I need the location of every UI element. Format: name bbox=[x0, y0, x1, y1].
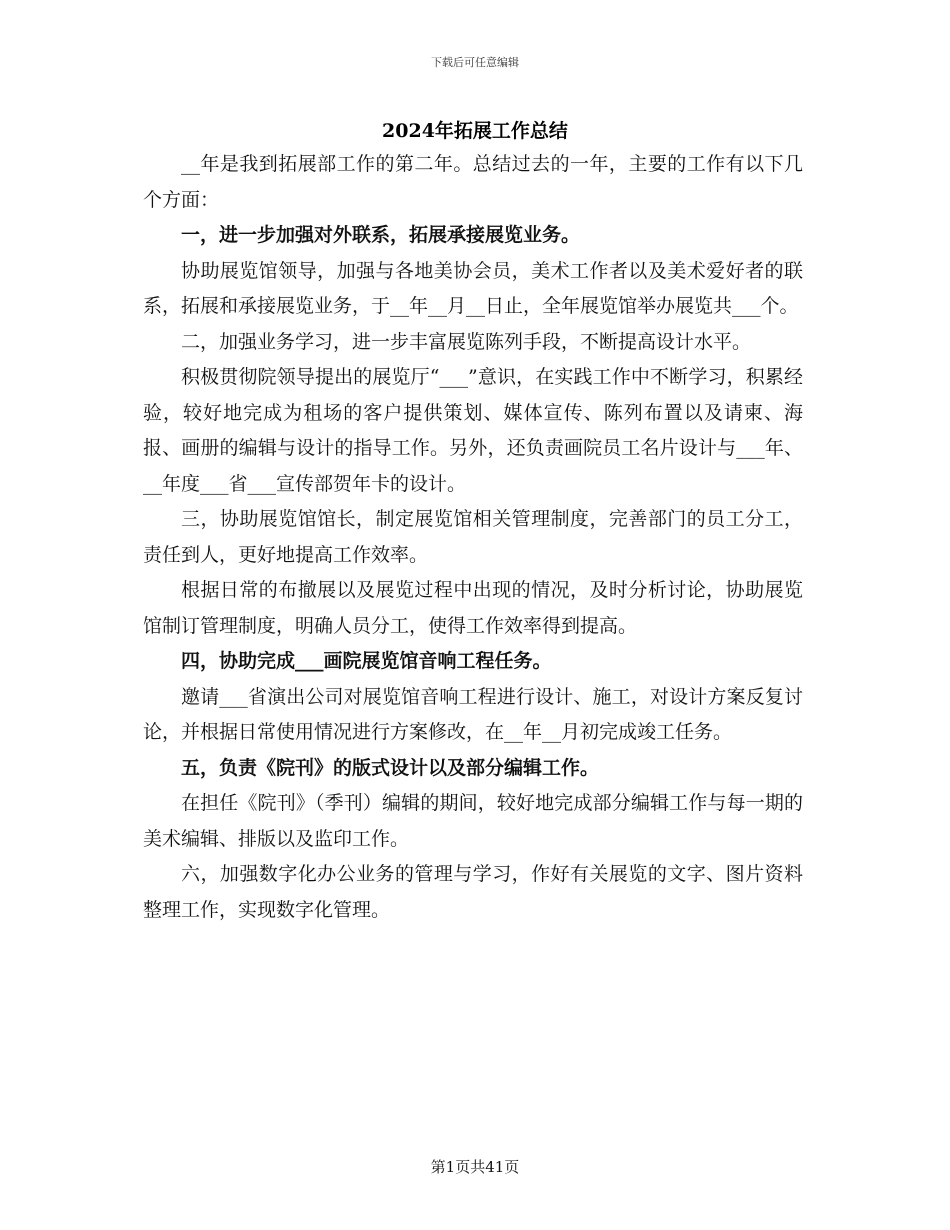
section-heading-2: 二，加强业务学习，进一步丰富展览陈列手段，不断提高设计水平。 bbox=[181, 330, 752, 353]
page-footer: 第1页共41页 bbox=[430, 1158, 520, 1176]
section-heading-3: 三，协助展览馆馆长，制定展览馆相关管理制度，完善部门的员工分工，责任到人，更好地提高工作效率。 bbox=[143, 508, 803, 566]
document-title: 2024年拓展工作总结 bbox=[382, 120, 568, 142]
section-heading-6: 六，加强数字化办公业务的管理与学习，作好有关展览的文字、图片资料整理工作，实现数字化管理。 bbox=[143, 863, 803, 921]
header-note: 下载后可任意编辑 bbox=[431, 56, 519, 69]
paragraph-4: 邀请___省演出公司对展览馆音响工程进行设计、施工，对设计方案反复讨论，并根据日常使用情况进行方案修改，在__年__月初完成竣工任务。 bbox=[143, 685, 803, 743]
paragraph-3: 根据日常的布撤展以及展览过程中出现的情况，及时分析讨论，协助展览馆制订管理制度，明确人员分工，使得工作效率得到提高。 bbox=[143, 579, 803, 637]
section-heading-4: 四，协助完成___画院展览馆音响工程任务。 bbox=[181, 650, 552, 672]
paragraph-2: 积极贯彻院领导提出的展览厅“___”意识，在实践工作中不断学习，积累经验，较好地完成为租场的客户提供策划、媒体宣传、陈列布置以及请柬、海报、画册的编辑与设计的指导工作。另外，还负责画院员工名片设计与___年、__年度___省___宣传部贺年卡的设计。 bbox=[143, 366, 803, 495]
paragraph-1: 协助展览馆领导，加强与各地美协会员，美术工作者以及美术爱好者的联系，拓展和承接展览业务，于__年__月__日止，全年展览馆举办展览共___个。 bbox=[143, 259, 803, 317]
section-heading-5: 五，负责《院刊》的版式设计以及部分编辑工作。 bbox=[181, 756, 600, 779]
document-body bbox=[143, 147, 803, 928]
paragraph-5: 在担任《院刊》（季刊）编辑的期间，较好地完成部分编辑工作与每一期的美术编辑、排版以及监印工作。 bbox=[143, 792, 803, 850]
paragraph-intro: __年是我到拓展部工作的第二年。总结过去的一年，主要的工作有以下几个方面： bbox=[143, 153, 803, 211]
section-heading-1: 一，进一步加强对外联系，拓展承接展览业务。 bbox=[181, 224, 581, 246]
